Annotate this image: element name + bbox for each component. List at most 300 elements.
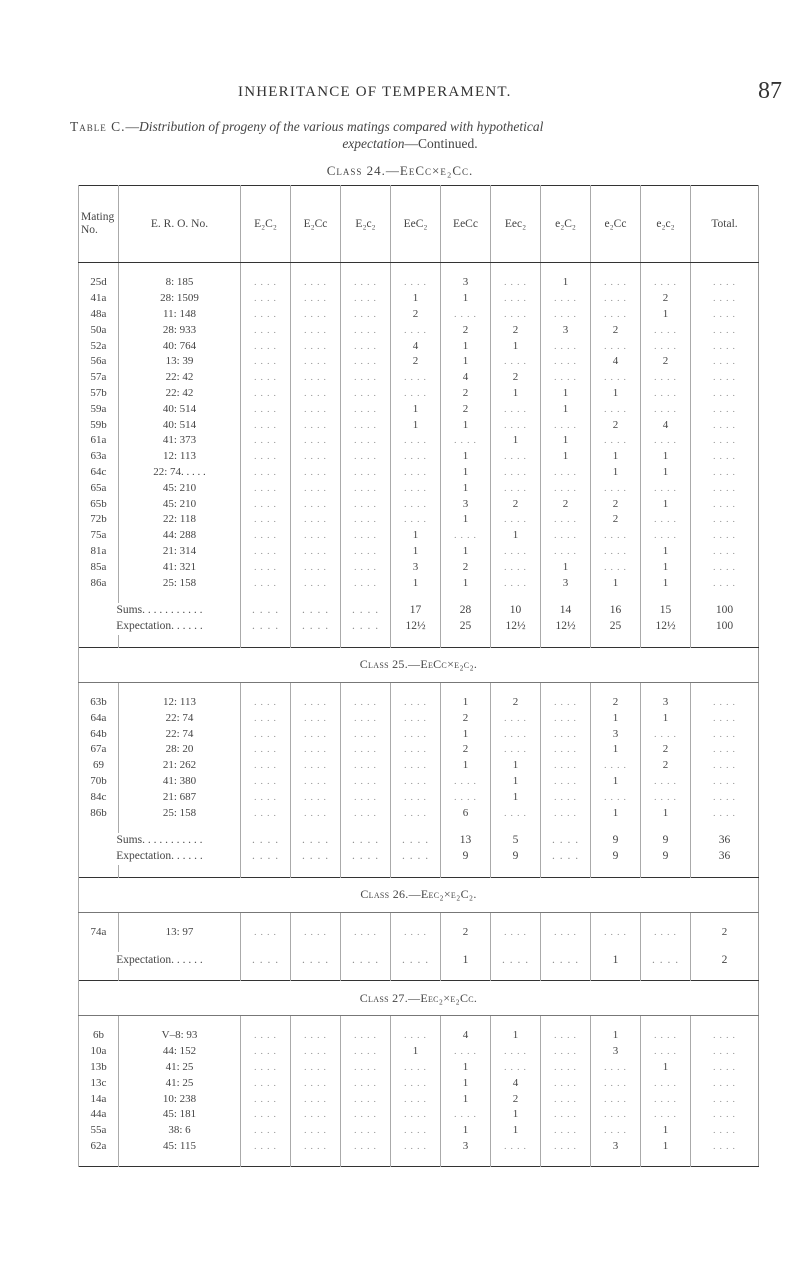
count-cell: . . . . [291, 512, 341, 528]
class-heading: Class 25.—EeCc×e₂c₂. [79, 647, 759, 682]
spacer-cell [79, 591, 119, 603]
count-cell: . . . . [691, 307, 759, 323]
count-cell: 1 [591, 710, 641, 726]
count-cell: 1 [491, 1123, 541, 1139]
count-cell: 4 [491, 1075, 541, 1091]
count-cell: . . . . [691, 805, 759, 821]
count-cell: . . . . [291, 401, 341, 417]
count-cell: . . . . [491, 805, 541, 821]
count-cell: 2 [491, 322, 541, 338]
count-cell: . . . . [691, 559, 759, 575]
spacer-cell [241, 865, 291, 878]
spacer-cell [241, 682, 291, 695]
count-cell: 2 [441, 401, 491, 417]
total-cell: 14 [541, 603, 591, 619]
table-row [79, 1028, 759, 1044]
count-cell: . . . . [691, 465, 759, 481]
table-row [79, 417, 759, 433]
count-cell: . . . . [341, 1123, 391, 1139]
total-cell: 36 [691, 833, 759, 849]
spacer-cell [641, 591, 691, 603]
ero-number: 12: 113 [119, 449, 241, 465]
count-cell: . . . . [691, 774, 759, 790]
count-cell: . . . . [341, 805, 391, 821]
count-cell: . . . . [341, 307, 391, 323]
mating-number: 13c [79, 1075, 119, 1091]
total-cell: 25 [441, 619, 491, 635]
spacer-cell [591, 968, 641, 981]
count-cell: 3 [391, 559, 441, 575]
count-cell: . . . . [241, 1139, 291, 1155]
count-cell: 1 [541, 401, 591, 417]
count-cell: . . . . [541, 465, 591, 481]
count-cell: 2 [591, 417, 641, 433]
count-cell: 4 [441, 1028, 491, 1044]
count-cell: . . . . [241, 322, 291, 338]
count-cell: . . . . [491, 449, 541, 465]
count-cell: . . . . [541, 805, 591, 821]
mating-number: 64c [79, 465, 119, 481]
spacer-cell [341, 1016, 391, 1029]
count-cell: . . . . [291, 1091, 341, 1107]
total-cell: . . . . [541, 849, 591, 865]
count-cell: . . . . [691, 789, 759, 805]
table-row [79, 575, 759, 591]
ero-number: 22: 42 [119, 370, 241, 386]
count-cell: . . . . [691, 742, 759, 758]
count-cell: 2 [641, 742, 691, 758]
total-cell: 12½ [391, 619, 441, 635]
count-cell: 1 [591, 742, 641, 758]
count-cell: 3 [441, 275, 491, 291]
total-cell: 15 [641, 603, 691, 619]
count-cell: . . . . [541, 726, 591, 742]
count-cell: . . . . [291, 1060, 341, 1076]
count-cell: . . . . [441, 774, 491, 790]
ero-number: V–8: 93 [119, 1028, 241, 1044]
count-cell: . . . . [491, 291, 541, 307]
total-cell: 12½ [491, 619, 541, 635]
count-cell: . . . . [341, 512, 391, 528]
column-header: e₂c₂ [641, 186, 691, 263]
ero-number: 22: 118 [119, 512, 241, 528]
mating-number: 56a [79, 354, 119, 370]
ero-number: 25: 158 [119, 575, 241, 591]
count-cell: . . . . [691, 480, 759, 496]
spacer-cell [119, 940, 241, 952]
spacer-cell [241, 1154, 291, 1167]
spacer-cell [341, 968, 391, 981]
count-cell: . . . . [541, 1091, 591, 1107]
count-cell: . . . . [591, 1091, 641, 1107]
count-cell: . . . . [541, 695, 591, 711]
mating-number: 14a [79, 1091, 119, 1107]
ero-number: 45: 115 [119, 1139, 241, 1155]
count-cell: . . . . [291, 370, 341, 386]
count-cell: 1 [641, 710, 691, 726]
spacer-row [79, 940, 759, 952]
count-cell: 4 [591, 354, 641, 370]
table-row [79, 758, 759, 774]
count-cell: . . . . [691, 1028, 759, 1044]
count-cell: . . . . [241, 354, 291, 370]
count-cell: . . . . [341, 789, 391, 805]
total-cell: 12½ [541, 619, 591, 635]
mating-number: 57b [79, 386, 119, 402]
spacer-cell [491, 940, 541, 952]
count-cell: . . . . [241, 433, 291, 449]
count-cell: . . . . [491, 575, 541, 591]
count-cell: 1 [441, 726, 491, 742]
count-cell: . . . . [541, 758, 591, 774]
count-cell: . . . . [591, 1060, 641, 1076]
spacer-cell [391, 1154, 441, 1167]
count-cell: . . . . [241, 370, 291, 386]
spacer-cell [119, 912, 241, 925]
mating-number: 67a [79, 742, 119, 758]
spacer-cell [491, 865, 541, 878]
spacer-cell [119, 1016, 241, 1029]
mating-number: 65b [79, 496, 119, 512]
count-cell: . . . . [341, 742, 391, 758]
count-cell: . . . . [391, 695, 441, 711]
count-cell: . . . . [491, 742, 541, 758]
count-cell: . . . . [541, 1044, 591, 1060]
count-cell: 1 [441, 1075, 491, 1091]
count-cell: . . . . [691, 1123, 759, 1139]
table-row [79, 544, 759, 560]
count-cell: . . . . [341, 1044, 391, 1060]
spacer-cell [541, 591, 591, 603]
spacer-cell [541, 1154, 591, 1167]
count-cell: . . . . [241, 528, 291, 544]
spacer-cell [691, 263, 759, 276]
spacer-cell [241, 635, 291, 648]
count-cell: . . . . [691, 1075, 759, 1091]
count-cell: . . . . [691, 322, 759, 338]
ero-number: 45: 210 [119, 496, 241, 512]
spacer-cell [641, 865, 691, 878]
count-cell: 1 [641, 465, 691, 481]
spacer-cell [341, 263, 391, 276]
count-cell: . . . . [291, 789, 341, 805]
column-header: EeC₂ [391, 186, 441, 263]
column-header: EeCc [441, 186, 491, 263]
spacer-cell [79, 821, 119, 833]
total-cell: . . . . [341, 952, 391, 968]
count-cell: . . . . [691, 1091, 759, 1107]
count-cell: . . . . [541, 1028, 591, 1044]
count-cell: . . . . [341, 544, 391, 560]
spacer-cell [691, 968, 759, 981]
count-cell: 2 [641, 354, 691, 370]
table-row [79, 1060, 759, 1076]
spacer-cell [341, 940, 391, 952]
count-cell: . . . . [441, 307, 491, 323]
count-cell: . . . . [241, 805, 291, 821]
count-cell: . . . . [291, 496, 341, 512]
count-cell: . . . . [341, 528, 391, 544]
spacer-cell [641, 940, 691, 952]
table-row [79, 774, 759, 790]
mating-number: 50a [79, 322, 119, 338]
mating-number: 64b [79, 726, 119, 742]
count-cell: . . . . [541, 512, 591, 528]
table-row [79, 726, 759, 742]
spacer-row [79, 912, 759, 925]
spacer-cell [241, 591, 291, 603]
spacer-cell [541, 635, 591, 648]
spacer-cell [341, 912, 391, 925]
count-cell: . . . . [691, 449, 759, 465]
spacer-cell [541, 940, 591, 952]
count-cell: . . . . [491, 307, 541, 323]
mating-number: 86a [79, 575, 119, 591]
count-cell: . . . . [241, 307, 291, 323]
spacer-cell [691, 682, 759, 695]
count-cell: . . . . [241, 758, 291, 774]
count-cell: . . . . [491, 512, 541, 528]
count-cell: . . . . [391, 758, 441, 774]
page-number: 87 [758, 78, 782, 104]
totals-row [79, 833, 759, 849]
ero-number: 12: 113 [119, 695, 241, 711]
count-cell: 2 [491, 370, 541, 386]
total-cell: . . . . [391, 952, 441, 968]
spacer-cell [119, 968, 241, 981]
spacer-cell [341, 591, 391, 603]
spacer-cell [241, 263, 291, 276]
total-cell: . . . . [291, 952, 341, 968]
count-cell: . . . . [641, 401, 691, 417]
total-cell: 9 [491, 849, 541, 865]
spacer-row [79, 263, 759, 276]
column-header: e₂Cc [591, 186, 641, 263]
spacer-cell [641, 821, 691, 833]
column-header: Total. [691, 186, 759, 263]
count-cell: . . . . [591, 307, 641, 323]
spacer-cell [79, 968, 119, 981]
count-cell: 2 [441, 925, 491, 941]
count-cell: 1 [641, 1123, 691, 1139]
total-cell: . . . . [491, 952, 541, 968]
count-cell: . . . . [641, 1075, 691, 1091]
count-cell: . . . . [341, 1091, 391, 1107]
table-row [79, 1107, 759, 1123]
mating-number: 84c [79, 789, 119, 805]
count-cell: . . . . [591, 1123, 641, 1139]
mating-number: 6b [79, 1028, 119, 1044]
count-cell: . . . . [491, 710, 541, 726]
spacer-cell [291, 682, 341, 695]
column-header: e₂C₂ [541, 186, 591, 263]
count-cell: . . . . [541, 528, 591, 544]
count-cell: 2 [591, 512, 641, 528]
count-cell: . . . . [291, 480, 341, 496]
count-cell: . . . . [491, 726, 541, 742]
count-cell: . . . . [491, 480, 541, 496]
spacer-cell [79, 1016, 119, 1029]
count-cell: . . . . [391, 465, 441, 481]
count-cell: 1 [541, 275, 591, 291]
ero-number: 21: 262 [119, 758, 241, 774]
caption-text-line2: expectation [342, 136, 405, 151]
count-cell: . . . . [291, 805, 341, 821]
count-cell: . . . . [391, 742, 441, 758]
count-cell: . . . . [491, 1139, 541, 1155]
spacer-cell [441, 1154, 491, 1167]
count-cell: 1 [641, 307, 691, 323]
spacer-cell [291, 865, 341, 878]
count-cell: . . . . [391, 275, 441, 291]
count-cell: . . . . [341, 695, 391, 711]
count-cell: 1 [391, 291, 441, 307]
count-cell: . . . . [341, 925, 391, 941]
class-heading: Class 26.—Eec₂×e₂C₂. [79, 877, 759, 912]
count-cell: 2 [391, 354, 441, 370]
spacer-cell [491, 1016, 541, 1029]
count-cell: . . . . [691, 726, 759, 742]
count-cell: . . . . [591, 338, 641, 354]
count-cell: . . . . [241, 386, 291, 402]
spacer-cell [691, 821, 759, 833]
table-row [79, 401, 759, 417]
spacer-cell [119, 682, 241, 695]
count-cell: . . . . [291, 1028, 341, 1044]
count-cell: 2 [441, 742, 491, 758]
count-cell: . . . . [341, 417, 391, 433]
count-cell: . . . . [591, 544, 641, 560]
spacer-cell [341, 635, 391, 648]
spacer-cell [491, 968, 541, 981]
spacer-cell [119, 821, 241, 833]
spacer-cell [79, 940, 119, 952]
spacer-cell [541, 865, 591, 878]
count-cell: 1 [441, 465, 491, 481]
count-cell: 1 [541, 433, 591, 449]
total-cell: 25 [591, 619, 641, 635]
count-cell: 6 [441, 805, 491, 821]
spacer-cell [291, 968, 341, 981]
mating-number: 41a [79, 291, 119, 307]
spacer-cell [691, 635, 759, 648]
table-row [79, 695, 759, 711]
total-cell: . . . . [241, 619, 291, 635]
spacer-cell [79, 1154, 119, 1167]
spacer-cell [541, 682, 591, 695]
mating-number: 86b [79, 805, 119, 821]
count-cell: . . . . [491, 559, 541, 575]
count-cell: . . . . [691, 710, 759, 726]
count-cell: . . . . [291, 307, 341, 323]
mating-number: 10a [79, 1044, 119, 1060]
count-cell: . . . . [441, 789, 491, 805]
count-cell: . . . . [391, 496, 441, 512]
count-cell: 1 [491, 789, 541, 805]
count-cell: 1 [591, 449, 641, 465]
count-cell: . . . . [341, 465, 391, 481]
ero-number: 40: 764 [119, 338, 241, 354]
total-cell: . . . . [541, 833, 591, 849]
count-cell: 1 [391, 528, 441, 544]
count-cell: . . . . [241, 1060, 291, 1076]
spacer-cell [391, 940, 441, 952]
spacer-cell [591, 821, 641, 833]
table-row [79, 1075, 759, 1091]
count-cell: . . . . [591, 401, 641, 417]
count-cell: . . . . [291, 1044, 341, 1060]
count-cell: . . . . [291, 774, 341, 790]
count-cell: . . . . [391, 386, 441, 402]
count-cell: 1 [591, 1028, 641, 1044]
total-cell: 9 [641, 849, 691, 865]
count-cell: . . . . [341, 401, 391, 417]
count-cell: . . . . [291, 1139, 341, 1155]
count-cell: . . . . [241, 1107, 291, 1123]
spacer-cell [541, 968, 591, 981]
count-cell: . . . . [291, 695, 341, 711]
count-cell: 1 [591, 805, 641, 821]
count-cell: . . . . [541, 1060, 591, 1076]
count-cell: . . . . [391, 1107, 441, 1123]
count-cell: 3 [541, 575, 591, 591]
count-cell: 1 [491, 433, 541, 449]
spacer-cell [391, 968, 441, 981]
ero-number: 22: 74 [119, 726, 241, 742]
spacer-cell [441, 635, 491, 648]
count-cell: . . . . [391, 1123, 441, 1139]
count-cell: . . . . [691, 433, 759, 449]
count-cell: 1 [591, 774, 641, 790]
count-cell: . . . . [591, 789, 641, 805]
total-cell: 12½ [641, 619, 691, 635]
total-cell: . . . . [241, 833, 291, 849]
spacer-cell [641, 1154, 691, 1167]
count-cell: . . . . [241, 710, 291, 726]
count-cell: . . . . [241, 925, 291, 941]
count-cell: . . . . [341, 291, 391, 307]
spacer-cell [591, 682, 641, 695]
count-cell: . . . . [641, 1044, 691, 1060]
count-cell: . . . . [541, 291, 591, 307]
count-cell: . . . . [341, 338, 391, 354]
count-cell: . . . . [241, 1091, 291, 1107]
spacer-cell [241, 821, 291, 833]
column-header: E. R. O. No. [119, 186, 241, 263]
count-cell: . . . . [341, 774, 391, 790]
class-heading-24: Class 24.—EeCc×e₂Cc. [326, 163, 474, 178]
spacer-cell [491, 635, 541, 648]
count-cell: . . . . [591, 433, 641, 449]
table-row [79, 1044, 759, 1060]
spacer-cell [691, 1154, 759, 1167]
count-cell: 1 [391, 401, 441, 417]
count-cell: 3 [591, 726, 641, 742]
count-cell: . . . . [291, 433, 341, 449]
count-cell: . . . . [541, 789, 591, 805]
count-cell: . . . . [341, 559, 391, 575]
totals-row [79, 619, 759, 635]
table-row [79, 789, 759, 805]
count-cell: . . . . [241, 1123, 291, 1139]
count-cell: . . . . [291, 710, 341, 726]
count-cell: . . . . [341, 1107, 391, 1123]
running-title: INHERITANCE OF TEMPERAMENT. [238, 84, 512, 100]
count-cell: . . . . [641, 433, 691, 449]
mating-number: 81a [79, 544, 119, 560]
count-cell: 3 [641, 695, 691, 711]
count-cell: . . . . [591, 1107, 641, 1123]
